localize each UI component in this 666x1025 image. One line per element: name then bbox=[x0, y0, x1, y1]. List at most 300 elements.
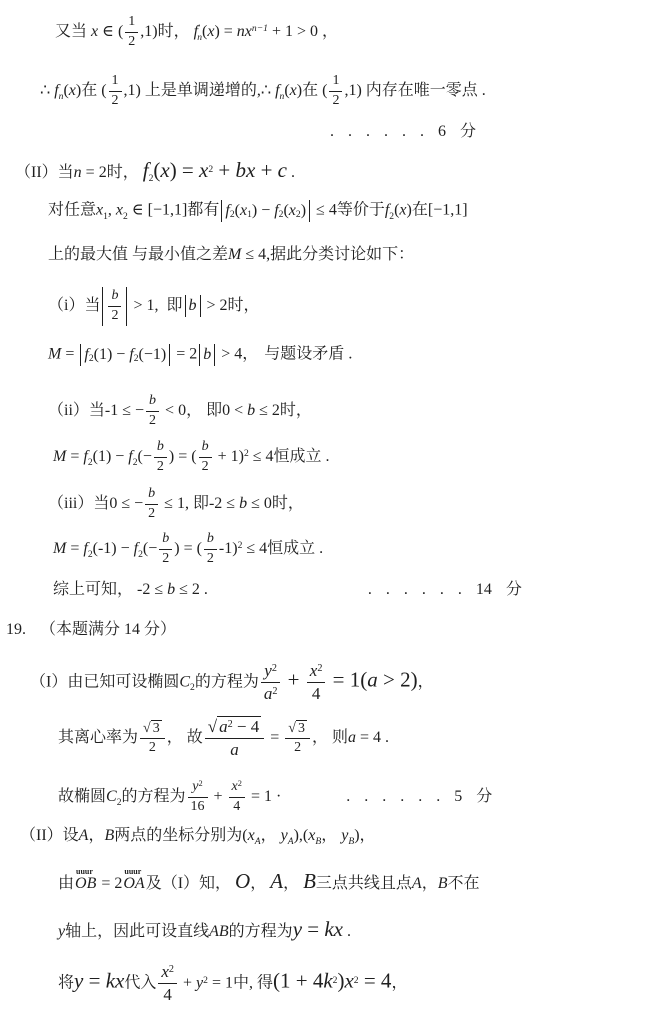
text-run: ， bbox=[421, 875, 438, 892]
text-run: 其离心率为 bbox=[58, 729, 139, 747]
math-var: B bbox=[303, 869, 316, 893]
math-run: ( bbox=[101, 81, 107, 99]
fraction bbox=[204, 531, 217, 568]
text-run: 对任意 bbox=[48, 201, 97, 219]
math-run: = 1 bbox=[207, 974, 233, 992]
math-var: f bbox=[274, 202, 279, 219]
text-run: 即 bbox=[192, 494, 209, 512]
numerator bbox=[188, 779, 208, 798]
subscript: 2 bbox=[133, 352, 139, 364]
subscript: 2 bbox=[389, 210, 395, 222]
math-var: f bbox=[54, 81, 59, 99]
math-run: 2 bbox=[128, 33, 136, 49]
fraction bbox=[205, 716, 265, 761]
math-var: x bbox=[115, 201, 124, 219]
math-var: b bbox=[148, 486, 156, 501]
subscript: 2 bbox=[88, 352, 94, 364]
subscript: 2 bbox=[278, 208, 284, 220]
numerator bbox=[229, 779, 245, 798]
subscript: 2 bbox=[132, 456, 138, 468]
math-var: y bbox=[292, 917, 303, 941]
math-var: f bbox=[129, 346, 134, 363]
text-run: 的方程为 bbox=[121, 787, 186, 805]
line-score-6 bbox=[330, 122, 476, 142]
math-var: b bbox=[206, 531, 214, 546]
denominator bbox=[109, 92, 122, 110]
math-run: 2 bbox=[149, 412, 157, 428]
math-var: x bbox=[199, 158, 209, 182]
math-run: (1 + 4 bbox=[273, 968, 324, 993]
math-var: A bbox=[78, 827, 89, 844]
math-run: 2 bbox=[111, 307, 119, 323]
text-run: 时， bbox=[279, 401, 312, 419]
sqrt-expression bbox=[208, 716, 262, 737]
text-run: （II）当 bbox=[15, 164, 74, 181]
text-run: 的方程为 bbox=[228, 923, 293, 940]
math-var: f bbox=[142, 158, 149, 182]
math-run: = 4 bbox=[358, 968, 392, 993]
subscript: B bbox=[315, 835, 322, 847]
text-run: 轴上，因此可设直线 bbox=[65, 923, 210, 940]
math-var: n bbox=[73, 164, 82, 181]
math-run: -2 ≤ bbox=[133, 581, 168, 598]
numerator bbox=[261, 661, 281, 683]
math-run: (−1) bbox=[138, 346, 167, 363]
math-run: = 1( bbox=[327, 667, 368, 692]
line-ellipse-equation bbox=[58, 779, 492, 816]
math-run: 1 bbox=[128, 14, 136, 29]
vector-arrow-mark: uuur bbox=[124, 867, 142, 876]
subscript: 2 bbox=[87, 456, 93, 468]
superscript: 2 bbox=[317, 662, 323, 674]
line-case-ii-condition bbox=[48, 393, 312, 430]
denominator bbox=[159, 550, 172, 568]
math-var: f bbox=[275, 81, 280, 99]
math-run: 2 bbox=[294, 740, 302, 756]
math-var: a bbox=[230, 740, 239, 760]
superscript: 2 bbox=[168, 963, 174, 975]
fraction bbox=[229, 779, 245, 816]
math-run: ) = ( bbox=[174, 539, 202, 557]
line-question-19 bbox=[6, 620, 176, 640]
math-run: 1 bbox=[111, 73, 119, 88]
superscript: 2 bbox=[271, 662, 277, 674]
math-run: -2 ≤ bbox=[208, 494, 240, 512]
math-var: b bbox=[247, 401, 256, 419]
line-substitute bbox=[58, 962, 407, 1006]
math-var: B bbox=[104, 827, 115, 844]
math-var: kx bbox=[105, 968, 125, 993]
numerator bbox=[307, 661, 326, 683]
text-run: 等价于 bbox=[336, 201, 385, 219]
text-run: （i）当 bbox=[48, 296, 101, 314]
subscript: 2 bbox=[123, 210, 128, 222]
math-run: ( bbox=[234, 202, 240, 219]
denominator bbox=[140, 739, 165, 757]
absolute-value-group bbox=[221, 200, 310, 222]
math-run: 2 bbox=[162, 550, 170, 566]
math-run: (1) − bbox=[92, 447, 129, 465]
absolute-value-group bbox=[199, 344, 215, 366]
superscript: 2 bbox=[227, 718, 233, 730]
text-run: 与题设矛盾 bbox=[264, 345, 345, 363]
text-run: 三点共线且点 bbox=[315, 875, 412, 892]
math-var: C bbox=[179, 673, 191, 691]
numerator bbox=[199, 439, 212, 458]
math-run: 2 bbox=[332, 92, 340, 108]
math-run: ≤ 4 bbox=[242, 539, 268, 557]
math-var: M bbox=[53, 447, 67, 465]
math-var: M bbox=[48, 345, 62, 363]
math-run: + bbox=[255, 158, 278, 182]
subscript: 2 bbox=[116, 796, 122, 808]
numerator bbox=[145, 486, 158, 505]
text-run: ， bbox=[283, 875, 304, 892]
math-run: . bbox=[315, 539, 324, 557]
math-var: M bbox=[53, 539, 67, 557]
superscript: 2 bbox=[198, 778, 203, 788]
math-run: , bbox=[107, 201, 116, 219]
numerator bbox=[329, 73, 342, 92]
denominator bbox=[329, 92, 342, 110]
denominator bbox=[204, 550, 217, 568]
absolute-value-group bbox=[102, 287, 127, 326]
math-var: f bbox=[83, 447, 88, 465]
math-var: x bbox=[96, 201, 104, 219]
math-var: x bbox=[91, 22, 99, 40]
superscript: 2 bbox=[243, 448, 249, 460]
fraction bbox=[154, 439, 167, 476]
math-run: ) bbox=[337, 968, 345, 993]
math-var: b bbox=[156, 439, 164, 454]
text-run: 都有 bbox=[187, 201, 220, 219]
math-var: x bbox=[161, 962, 169, 981]
denominator bbox=[199, 458, 212, 476]
superscript: 2 bbox=[208, 164, 214, 176]
math-run: + 1) bbox=[213, 447, 244, 465]
denominator bbox=[108, 307, 121, 325]
superscript: n−1 bbox=[251, 23, 268, 35]
fraction bbox=[140, 720, 165, 758]
math-run: = bbox=[66, 447, 84, 465]
math-var: b bbox=[201, 439, 209, 454]
math-run: ( bbox=[283, 202, 289, 219]
math-var: y bbox=[58, 923, 66, 940]
math-var: x bbox=[160, 158, 170, 182]
line-eccentricity bbox=[58, 716, 389, 761]
text-run: 故 bbox=[186, 729, 203, 747]
math-run: -1) bbox=[218, 539, 238, 557]
math-run: = 1 · bbox=[246, 787, 282, 805]
numerator bbox=[159, 531, 172, 550]
score-dots: . . . . . . 14 分 bbox=[367, 581, 522, 598]
math-run: . bbox=[321, 447, 330, 465]
text-run: 时， bbox=[271, 494, 304, 512]
denominator bbox=[205, 739, 265, 760]
vector-expression bbox=[123, 867, 145, 894]
denominator bbox=[154, 458, 167, 476]
subscript: 2 bbox=[295, 208, 301, 220]
line-line-ab-equation bbox=[58, 916, 351, 942]
math-var: f bbox=[384, 201, 390, 219]
math-var: A bbox=[411, 875, 422, 892]
math-run: 19. bbox=[6, 621, 26, 638]
math-run: 0 ≤ − bbox=[109, 494, 144, 512]
denominator bbox=[261, 683, 281, 704]
math-run: ( bbox=[322, 81, 328, 99]
math-run: 2 bbox=[148, 505, 156, 521]
math-run: = 4 . bbox=[356, 729, 390, 747]
math-run: ( bbox=[284, 81, 290, 99]
math-run: = bbox=[83, 968, 106, 993]
text-run: ， bbox=[88, 827, 105, 844]
text-run: （I）由已知可设椭圆 bbox=[30, 673, 180, 691]
numerator bbox=[154, 439, 167, 458]
superscript: 2 bbox=[203, 974, 208, 986]
line-case-i-condition bbox=[48, 287, 260, 326]
text-run: 故椭圆 bbox=[58, 787, 107, 805]
math-var: O bbox=[235, 869, 251, 893]
text-run: 及（I）知， bbox=[145, 875, 236, 892]
radical-sign: √ bbox=[207, 717, 218, 736]
math-var: b bbox=[188, 297, 197, 315]
denominator bbox=[188, 798, 208, 816]
numerator bbox=[146, 393, 159, 412]
subscript: n bbox=[279, 90, 285, 102]
sqrt-expression bbox=[143, 720, 162, 738]
math-run: + bbox=[179, 974, 197, 992]
denominator bbox=[158, 984, 177, 1005]
fraction bbox=[145, 486, 158, 523]
fraction bbox=[329, 73, 342, 110]
line-case-i-contradiction bbox=[48, 344, 352, 366]
numerator bbox=[109, 73, 122, 92]
math-run: . bbox=[287, 164, 295, 181]
math-var: kx bbox=[324, 917, 344, 941]
fraction bbox=[159, 531, 172, 568]
math-var: a bbox=[263, 684, 273, 704]
math-run: -1 ≤ − bbox=[104, 401, 145, 419]
math-run: ( bbox=[153, 158, 161, 182]
absolute-value-group bbox=[80, 344, 170, 366]
math-var: k bbox=[323, 968, 333, 993]
denominator bbox=[307, 683, 326, 704]
math-run: > 2 bbox=[202, 296, 228, 314]
math-var: b bbox=[239, 494, 248, 512]
fraction bbox=[307, 661, 326, 705]
subscript: 1 bbox=[247, 208, 252, 220]
math-var: x bbox=[308, 827, 316, 844]
math-run: ) = bbox=[214, 22, 237, 40]
text-run: 由 bbox=[58, 875, 75, 892]
text-run: 恒成立 bbox=[267, 539, 316, 557]
math-run: > 2) bbox=[377, 667, 418, 692]
math-var: x bbox=[231, 779, 238, 794]
math-run: ) bbox=[300, 202, 307, 219]
line-case-iii-condition bbox=[48, 486, 304, 523]
text-run: 得 bbox=[256, 974, 273, 992]
math-run: + bbox=[282, 667, 305, 692]
math-var: M bbox=[228, 246, 242, 263]
absolute-value-group bbox=[185, 295, 201, 317]
math-run: = 2 bbox=[81, 164, 107, 181]
text-run: （本题满分 14 分） bbox=[40, 621, 177, 638]
math-var: b bbox=[167, 581, 176, 598]
text-run: 时， bbox=[227, 296, 260, 314]
math-var: nx bbox=[236, 22, 252, 40]
subscript: 2 bbox=[87, 548, 93, 560]
text-run: 内存在唯一零点 bbox=[365, 81, 478, 99]
superscript: 2 bbox=[237, 778, 242, 788]
text-run: ,据此分类讨论如下： bbox=[266, 246, 415, 263]
math-run: 2 bbox=[111, 92, 119, 108]
math-run: ≤ 1, bbox=[160, 494, 189, 512]
math-var: b bbox=[203, 346, 212, 363]
math-run: 0 < bbox=[222, 401, 248, 419]
math-var: a bbox=[367, 667, 378, 692]
math-var: b bbox=[162, 531, 170, 546]
math-run: ( bbox=[202, 22, 208, 40]
text-run: ， bbox=[318, 22, 339, 40]
math-run: ( bbox=[63, 81, 69, 99]
subscript: A bbox=[287, 835, 294, 847]
math-run: ≤ 4 bbox=[312, 201, 337, 219]
score-dots: . . . . . . 6 分 bbox=[330, 123, 477, 140]
math-run: 3 bbox=[152, 720, 160, 736]
text-run: （ii）当 bbox=[48, 401, 105, 419]
text-run: ， bbox=[417, 673, 434, 691]
text-run: ， bbox=[321, 827, 342, 844]
text-run: 综上可知， bbox=[53, 581, 134, 598]
math-run: = 2 bbox=[97, 875, 123, 892]
score-dots: . . . . . . 5 分 bbox=[346, 787, 493, 805]
math-run: 1 bbox=[332, 73, 340, 88]
text-run: 则 bbox=[332, 729, 349, 747]
math-run: (− bbox=[137, 447, 152, 465]
sqrt-expression bbox=[288, 720, 307, 738]
text-run: 在 bbox=[302, 81, 323, 99]
subscript: B bbox=[348, 835, 355, 847]
math-var: a bbox=[219, 717, 228, 736]
math-run: = bbox=[66, 539, 84, 557]
math-var: x bbox=[289, 81, 297, 99]
math-run: = bbox=[266, 729, 284, 747]
text-run: 即 bbox=[166, 296, 183, 314]
math-var: B bbox=[437, 875, 448, 892]
line-ellipse-setup bbox=[30, 661, 434, 705]
math-var: bx bbox=[235, 158, 256, 182]
math-run: = bbox=[61, 345, 79, 363]
denominator bbox=[229, 798, 245, 816]
superscript: 2 bbox=[272, 686, 278, 698]
math-run: = bbox=[302, 917, 325, 941]
line-case2-function bbox=[15, 157, 295, 183]
math-run: 4 bbox=[233, 798, 241, 814]
numerator bbox=[140, 720, 165, 740]
superscript: ′ bbox=[198, 23, 201, 35]
math-var: AB bbox=[209, 923, 229, 940]
text-run: ， bbox=[250, 875, 271, 892]
numerator bbox=[158, 962, 177, 984]
denominator bbox=[285, 739, 310, 757]
math-var: x bbox=[247, 827, 255, 844]
math-var: x bbox=[344, 968, 354, 993]
math-run: ),( bbox=[293, 827, 309, 844]
denominator bbox=[125, 33, 138, 51]
math-run: ≤ 4 bbox=[241, 246, 267, 263]
math-var: OA bbox=[123, 875, 145, 892]
denominator bbox=[146, 412, 159, 430]
superscript: 2 bbox=[332, 974, 338, 986]
fraction bbox=[109, 73, 122, 110]
math-run: ∈ [−1,1] bbox=[127, 201, 188, 219]
math-run: < 0， bbox=[161, 401, 203, 419]
radical-sign: √ bbox=[143, 720, 151, 736]
math-var: C bbox=[106, 787, 117, 805]
text-run: 在 bbox=[411, 201, 428, 219]
subscript: 2 bbox=[190, 682, 195, 694]
numerator bbox=[204, 531, 217, 550]
math-run: 2 bbox=[201, 458, 209, 474]
math-var: x bbox=[309, 661, 318, 680]
text-run: 中, bbox=[232, 974, 253, 992]
vector-arrow-mark: uuur bbox=[76, 867, 93, 876]
text-run: 即 bbox=[206, 401, 223, 419]
line-coordinates-ab bbox=[20, 826, 376, 846]
fraction bbox=[108, 288, 121, 325]
math-run: > 1, bbox=[129, 296, 159, 314]
math-var: a bbox=[348, 729, 357, 747]
line-case-ii-holds bbox=[53, 439, 330, 476]
math-var: y bbox=[264, 661, 272, 680]
text-run: 上是单调递增的, bbox=[144, 81, 261, 99]
math-run: + bbox=[213, 158, 236, 182]
numerator bbox=[285, 720, 310, 740]
line-equivalence bbox=[48, 200, 468, 222]
math-run: (-1) − bbox=[92, 539, 134, 557]
denominator bbox=[145, 505, 158, 523]
math-run: ) bbox=[296, 81, 303, 99]
text-run: ， bbox=[311, 729, 332, 747]
line-case-iii-holds bbox=[53, 531, 323, 568]
fraction bbox=[146, 393, 159, 430]
math-run: ) = ( bbox=[168, 447, 197, 465]
text-run: 时， bbox=[106, 164, 143, 181]
subscript: 2 bbox=[148, 172, 154, 184]
text-run: ， bbox=[260, 827, 281, 844]
radicand bbox=[217, 716, 261, 737]
math-var: x bbox=[399, 201, 407, 219]
text-run: ， bbox=[391, 974, 408, 992]
radicand bbox=[151, 720, 162, 738]
fraction bbox=[261, 661, 281, 705]
numerator bbox=[125, 14, 138, 33]
math-run: ,1) bbox=[140, 22, 158, 40]
math-run: . bbox=[477, 81, 486, 99]
math-run: 2 bbox=[206, 550, 214, 566]
line-monotonic-unique-zero bbox=[40, 73, 486, 110]
line-derivative-positive bbox=[55, 14, 338, 51]
math-run: ,1) bbox=[123, 81, 145, 99]
text-run: 代入 bbox=[124, 974, 157, 992]
math-var: b bbox=[149, 393, 157, 408]
math-run: (− bbox=[142, 539, 158, 557]
math-run: 16 bbox=[190, 798, 205, 814]
numerator bbox=[108, 288, 121, 307]
text-run: 上的最大值 与最小值之差 bbox=[48, 246, 229, 263]
math-var: x bbox=[68, 81, 76, 99]
math-var: A bbox=[270, 869, 284, 893]
